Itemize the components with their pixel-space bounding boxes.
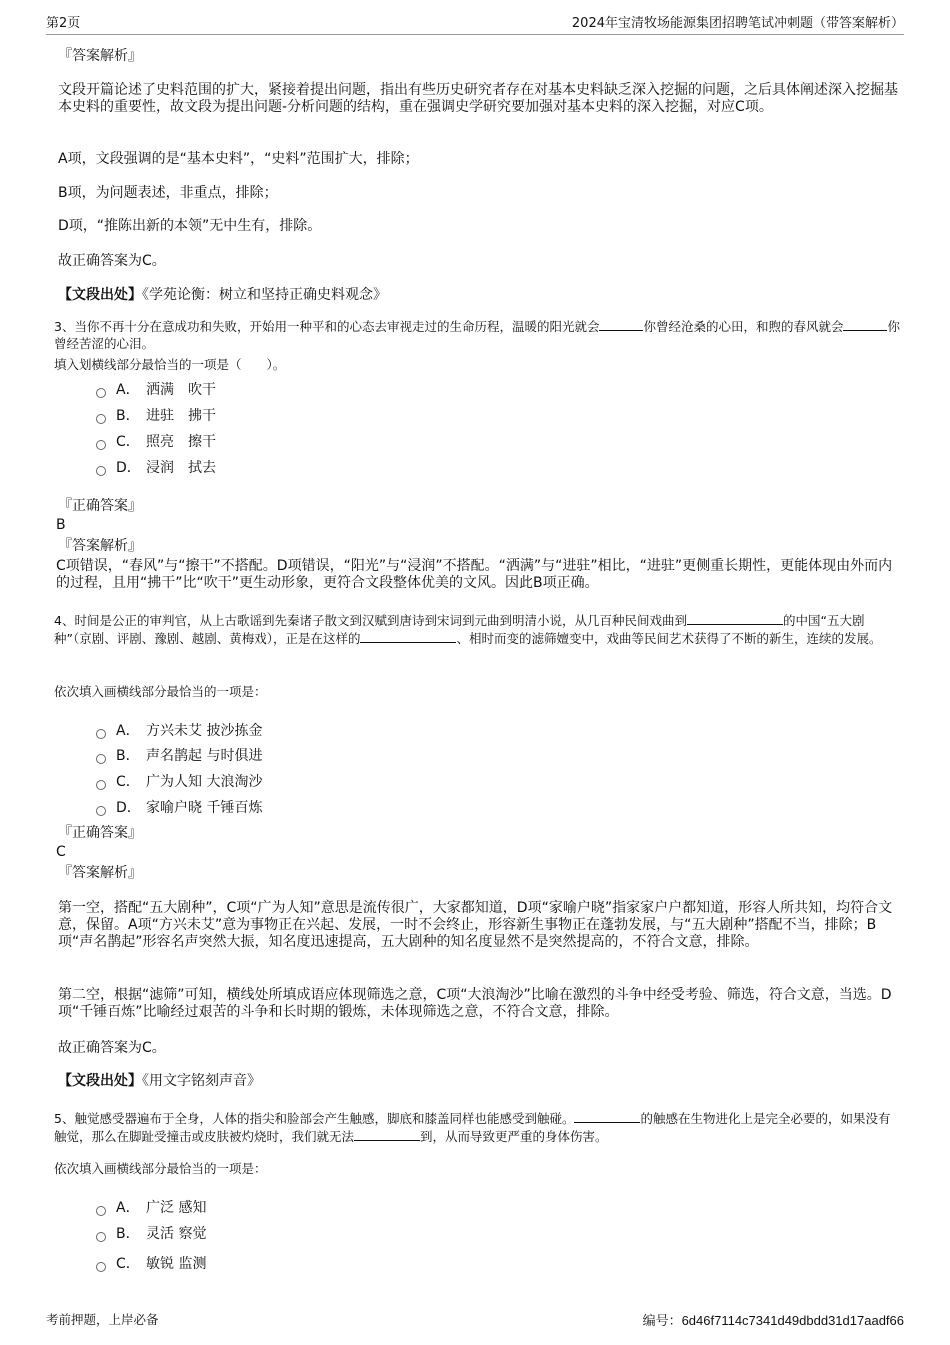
q4-option-b[interactable] — [96, 745, 262, 765]
q3-option-c[interactable] — [96, 431, 216, 451]
q4-blank-1 — [687, 611, 783, 625]
document-title: 2024年宝清牧场能源集团招聘笔试冲刺题（带答案解析） — [571, 16, 904, 31]
q4-source-text: 《用文字铭刻声音》 — [142, 1073, 261, 1089]
radio-button[interactable] — [96, 1206, 106, 1216]
radio-button[interactable] — [96, 1232, 106, 1242]
radio-button[interactable] — [96, 1262, 106, 1272]
q5-option-a[interactable] — [96, 1197, 206, 1217]
option-label: C． — [116, 1256, 140, 1272]
option-label: B． — [116, 1226, 140, 1242]
q4-answer: C — [56, 844, 66, 860]
q5-stem-part-a: 5、触觉感受器遍布于全身，人体的指尖和脸部会产生触感，脚底和膝盖同样也能感受到触碰。 — [54, 1111, 575, 1126]
q3-blank-2 — [843, 317, 887, 331]
option-label: D． — [116, 800, 141, 816]
radio-button[interactable] — [96, 414, 106, 424]
q4-option-a[interactable] — [96, 720, 262, 740]
q4-source-label: 【文段出处】 — [58, 1073, 142, 1089]
q4-stem — [54, 611, 900, 647]
option-label: C． — [116, 774, 140, 790]
q3-option-a[interactable] — [96, 379, 216, 399]
q3-analysis: C项错误，“春风”与“擦干”不搭配。D项错误，“阳光”与“浸润”不搭配。“洒满”与“进驻”相比，“进驻”更侧重长期性，更能体现由外而内的过程，且用“拂干”比“吹干”更生动形象，更符合文段整体优美的文风。因此B项正确。 — [56, 558, 893, 591]
radio-button[interactable] — [96, 754, 106, 764]
q2-conclusion: 故正确答案为C。 — [58, 253, 166, 269]
option-label: D． — [116, 460, 141, 476]
radio-button[interactable] — [96, 806, 106, 816]
q2-source-label: 【文段出处】 — [58, 287, 142, 303]
q4-conclusion: 故正确答案为C。 — [58, 1040, 166, 1056]
q3-blank-1 — [599, 317, 643, 331]
q2-analysis-p2: A项，文段强调的是“基本史料”，“史料”范围扩大，排除； — [58, 151, 419, 167]
option-text: 照亮 擦干 — [146, 434, 216, 450]
q5-option-c[interactable] — [96, 1253, 206, 1273]
option-text: 方兴未艾 披沙拣金 — [146, 723, 263, 739]
q3-prompt: 填入划横线部分最恰当的一项是（ ）。 — [54, 357, 286, 372]
option-label: B． — [116, 748, 140, 764]
option-text: 广泛 感知 — [146, 1200, 207, 1216]
q5-stem-part-c: 到，从而导致更严重的身体伤害。 — [420, 1129, 608, 1144]
q2-source-text: 《学苑论衡：树立和坚持正确史料观念》 — [142, 287, 387, 303]
option-text: 浸润 拭去 — [146, 460, 216, 476]
q3-stem-part-b: 你曾经沧桑的心田，和煦的春风就会 — [643, 319, 844, 334]
option-text: 进驻 拂干 — [146, 408, 216, 424]
q3-answer-title: 『正确答案』 — [58, 498, 142, 514]
q3-option-b[interactable] — [96, 405, 216, 425]
q2-analysis-p4: D项，“推陈出新的本领”无中生有，排除。 — [58, 218, 322, 234]
option-label: B． — [116, 408, 140, 424]
q4-option-d[interactable] — [96, 797, 262, 817]
q5-option-b[interactable] — [96, 1223, 206, 1243]
q2-analysis-p1: 文段开篇论述了史料范围的扩大，紧接着提出问题，指出有些历史研究者存在对基本史料缺乏深入挖掘的问题，之后具体阐述深入挖掘基本史料的重要性，故文段为提出问题-分析问题的结构，重在强调史学研究要加强对基本史料的深入挖掘，对应C项。 — [58, 82, 898, 115]
radio-button[interactable] — [96, 466, 106, 476]
radio-button[interactable] — [96, 388, 106, 398]
q3-stem — [54, 317, 900, 352]
radio-button[interactable] — [96, 729, 106, 739]
q5-stem — [54, 1109, 900, 1145]
radio-button[interactable] — [96, 780, 106, 790]
option-label: A． — [116, 1200, 140, 1216]
q4-blank-2 — [360, 629, 456, 643]
q3-option-d[interactable] — [96, 457, 216, 477]
q4-option-c[interactable] — [96, 771, 262, 791]
q3-stem-part-c: 你曾经苦涩的心泪。 — [54, 319, 900, 351]
q4-source — [58, 1073, 900, 1090]
option-text: 敏锐 监测 — [146, 1256, 207, 1272]
option-label: C． — [116, 434, 140, 450]
q4-analysis-p2: 第二空，根据“滤筛”可知，横线处所填成语应体现筛选之意，C项“大浪淘沙”比喻在激烈的斗争中经受考验、筛选，符合文意，当选。D项“千锤百炼”比喻经过艰苦的斗争和长时期的锻炼，未体现筛选之意，不符合文意，排除。 — [58, 987, 892, 1020]
option-label: A． — [116, 382, 140, 398]
q5-blank-1 — [574, 1109, 640, 1123]
q5-blank-2 — [354, 1127, 420, 1141]
page-number: 第2页 — [46, 16, 81, 31]
footer-slogan: 考前押题，上岸必备 — [46, 1312, 159, 1327]
q4-analysis-p1: 第一空，搭配“五大剧种”，C项“广为人知”意思是流传很广，大家都知道，D项“家喻户晓”指家家户户都知道，形容人所共知，均符合文意，保留。A项“方兴未艾”意为事物正在兴起、发展，一时不会终止，形容新生事物正在蓬勃发展，与“五大剧种”搭配不当，排除；B项“声名鹊起”形容名声突然大振，知名度迅速提高，五大剧种的知名度显然不是突然提高的，不符合文意，排除。 — [58, 900, 893, 950]
option-text: 家喻户晓 千锤百炼 — [146, 800, 263, 816]
q3-analysis-title: 『答案解析』 — [58, 538, 142, 554]
q5-prompt: 依次填入画横线部分最恰当的一项是： — [54, 1161, 267, 1176]
q4-prompt: 依次填入画横线部分最恰当的一项是： — [54, 684, 267, 699]
q2-source — [58, 287, 900, 304]
q2-analysis-p3: B项，为问题表述，非重点，排除； — [58, 185, 278, 201]
option-label: A． — [116, 723, 140, 739]
q4-analysis-title: 『答案解析』 — [58, 865, 142, 881]
q4-stem-part-b: 的中国“五大剧种”（京剧、评剧、豫剧、越剧、黄梅戏），正是在这样的 — [54, 613, 865, 646]
q3-answer: B — [56, 517, 66, 533]
q5-stem-part-b: 的触感在生物进化上是完全必要的，如果没有触觉，那么在脚趾受撞击或皮肤被灼烧时，我们就无法 — [54, 1111, 891, 1144]
radio-button[interactable] — [96, 440, 106, 450]
option-text: 灵活 察觉 — [146, 1226, 207, 1242]
option-text: 声名鹊起 与时俱进 — [146, 748, 263, 764]
q2-analysis-title: 『答案解析』 — [58, 48, 142, 64]
q4-stem-part-a: 4、时间是公正的审判官，从上古歌谣到先秦诸子散文到汉赋到唐诗到宋词到元曲到明清小说，从几百种民间戏曲到 — [54, 613, 687, 628]
option-text: 洒满 吹干 — [146, 382, 216, 398]
document-id: 编号：6d46f7114c7341d49dbdd31d17aadf66 — [642, 1313, 904, 1328]
option-text: 广为人知 大浪淘沙 — [146, 774, 263, 790]
q3-stem-part-a: 3、当你不再十分在意成功和失败，开始用一种平和的心态去审视走过的生命历程，温暖的阳光就会 — [54, 319, 600, 334]
q4-answer-title: 『正确答案』 — [58, 825, 142, 841]
page-header — [46, 12, 904, 35]
q4-stem-part-c: 、相时而变的滤筛嬗变中，戏曲等民间艺术获得了不断的新生，连续的发展。 — [456, 631, 882, 646]
page-footer — [46, 1310, 904, 1329]
